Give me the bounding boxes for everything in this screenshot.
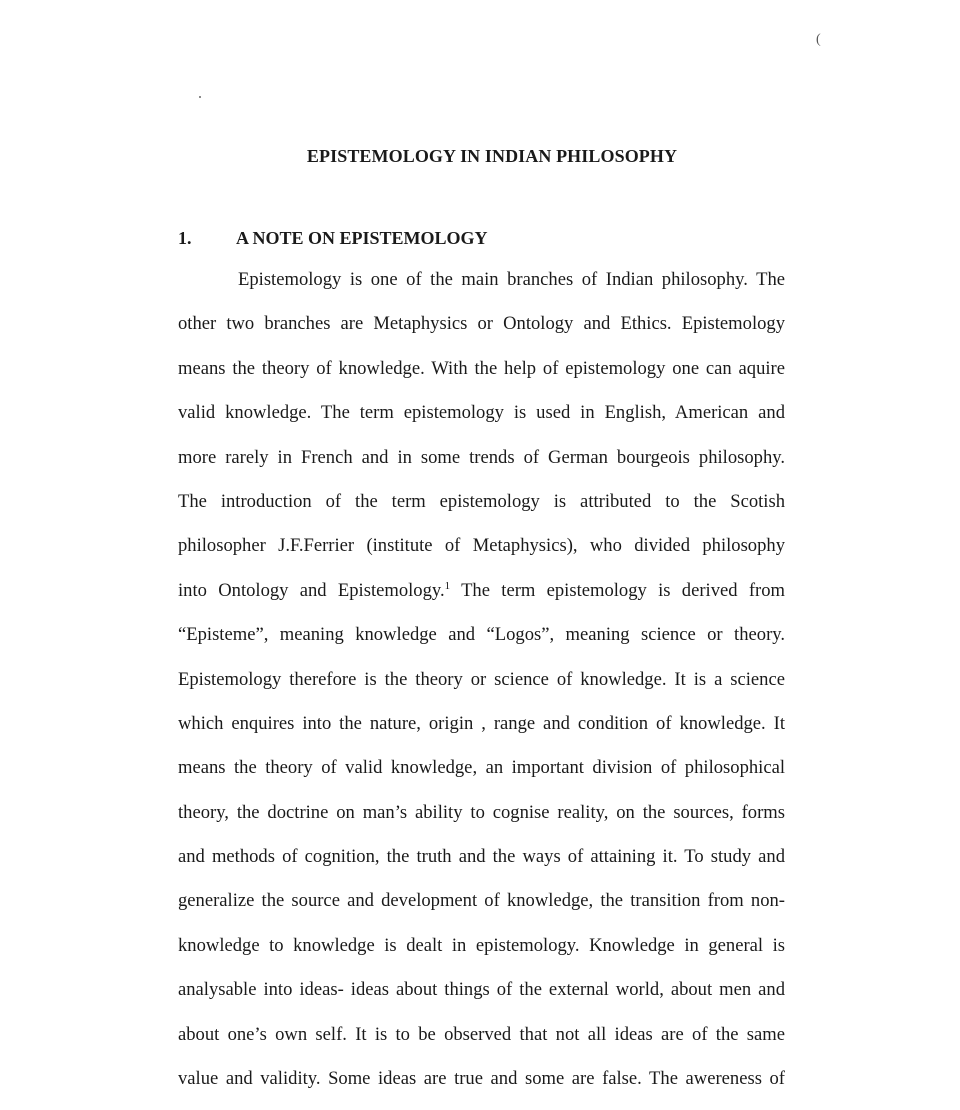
paragraph-line: which enquires into the nature, origin , range and condition of knowledge. It	[178, 712, 785, 734]
page-title: EPISTEMOLOGY IN INDIAN PHILOSOPHY	[306, 146, 678, 166]
paragraph-line: more rarely in French and in some trends of German bourgeois philosophy.	[178, 446, 785, 468]
paragraph-line: analysable into ideas- ideas about things of the external world, about men and	[178, 979, 785, 1001]
corner-mark: (	[816, 32, 821, 47]
scan-speck	[199, 96, 201, 98]
body-paragraph	[178, 264, 785, 1107]
paragraph-line: generalize the source and development of knowledge, the transition from non-	[178, 890, 785, 912]
paragraph-line: theory, the doctrine on man’s ability to cognise reality, on the sources, forms	[178, 801, 785, 823]
paragraph-line-text: into Ontology and Epistemology.	[178, 579, 445, 601]
paragraph-line: means the theory of valid knowledge, an important division of philosophical	[178, 757, 785, 779]
footnote-ref: 1	[444, 579, 451, 592]
paragraph-line: value and validity. Some ideas are true and some are false. The awereness of	[178, 1068, 785, 1090]
paragraph-line: means the theory of knowledge. With the help of epistemology one can aquire	[178, 357, 785, 379]
paragraph-line: Epistemology therefore is the theory or science of knowledge. It is a science	[178, 668, 785, 690]
paragraph-line: and methods of cognition, the truth and the ways of attaining it. To study and	[178, 846, 785, 868]
paragraph-line: Epistemology is one of the main branches of Indian philosophy. The	[238, 269, 785, 290]
section-heading	[178, 228, 488, 249]
section-number: 1.	[178, 228, 192, 248]
paragraph-line: knowledge to knowledge is dealt in epistemology. Knowledge in general is	[178, 934, 785, 956]
section-title: A NOTE ON EPISTEMOLOGY	[236, 228, 488, 248]
paragraph-line-with-footnote	[178, 575, 785, 619]
paragraph-line: about one’s own self. It is to be observed that not all ideas are of the same	[178, 1023, 785, 1045]
paragraph-line-continuation: The term epistemology is derived from	[461, 579, 785, 601]
paragraph-line: philosopher J.F.Ferrier (institute of Metaphysics), who divided philosophy	[178, 535, 785, 557]
paragraph-line: valid knowledge. The term epistemology is used in English, American and	[178, 402, 785, 424]
paragraph-line: other two branches are Metaphysics or Ontology and Ethics. Epistemology	[178, 313, 785, 335]
paragraph-line: The introduction of the term epistemology is attributed to the Scotish	[178, 490, 785, 512]
paragraph-line: “Episteme”, meaning knowledge and “Logos”, meaning science or theory.	[178, 624, 785, 646]
